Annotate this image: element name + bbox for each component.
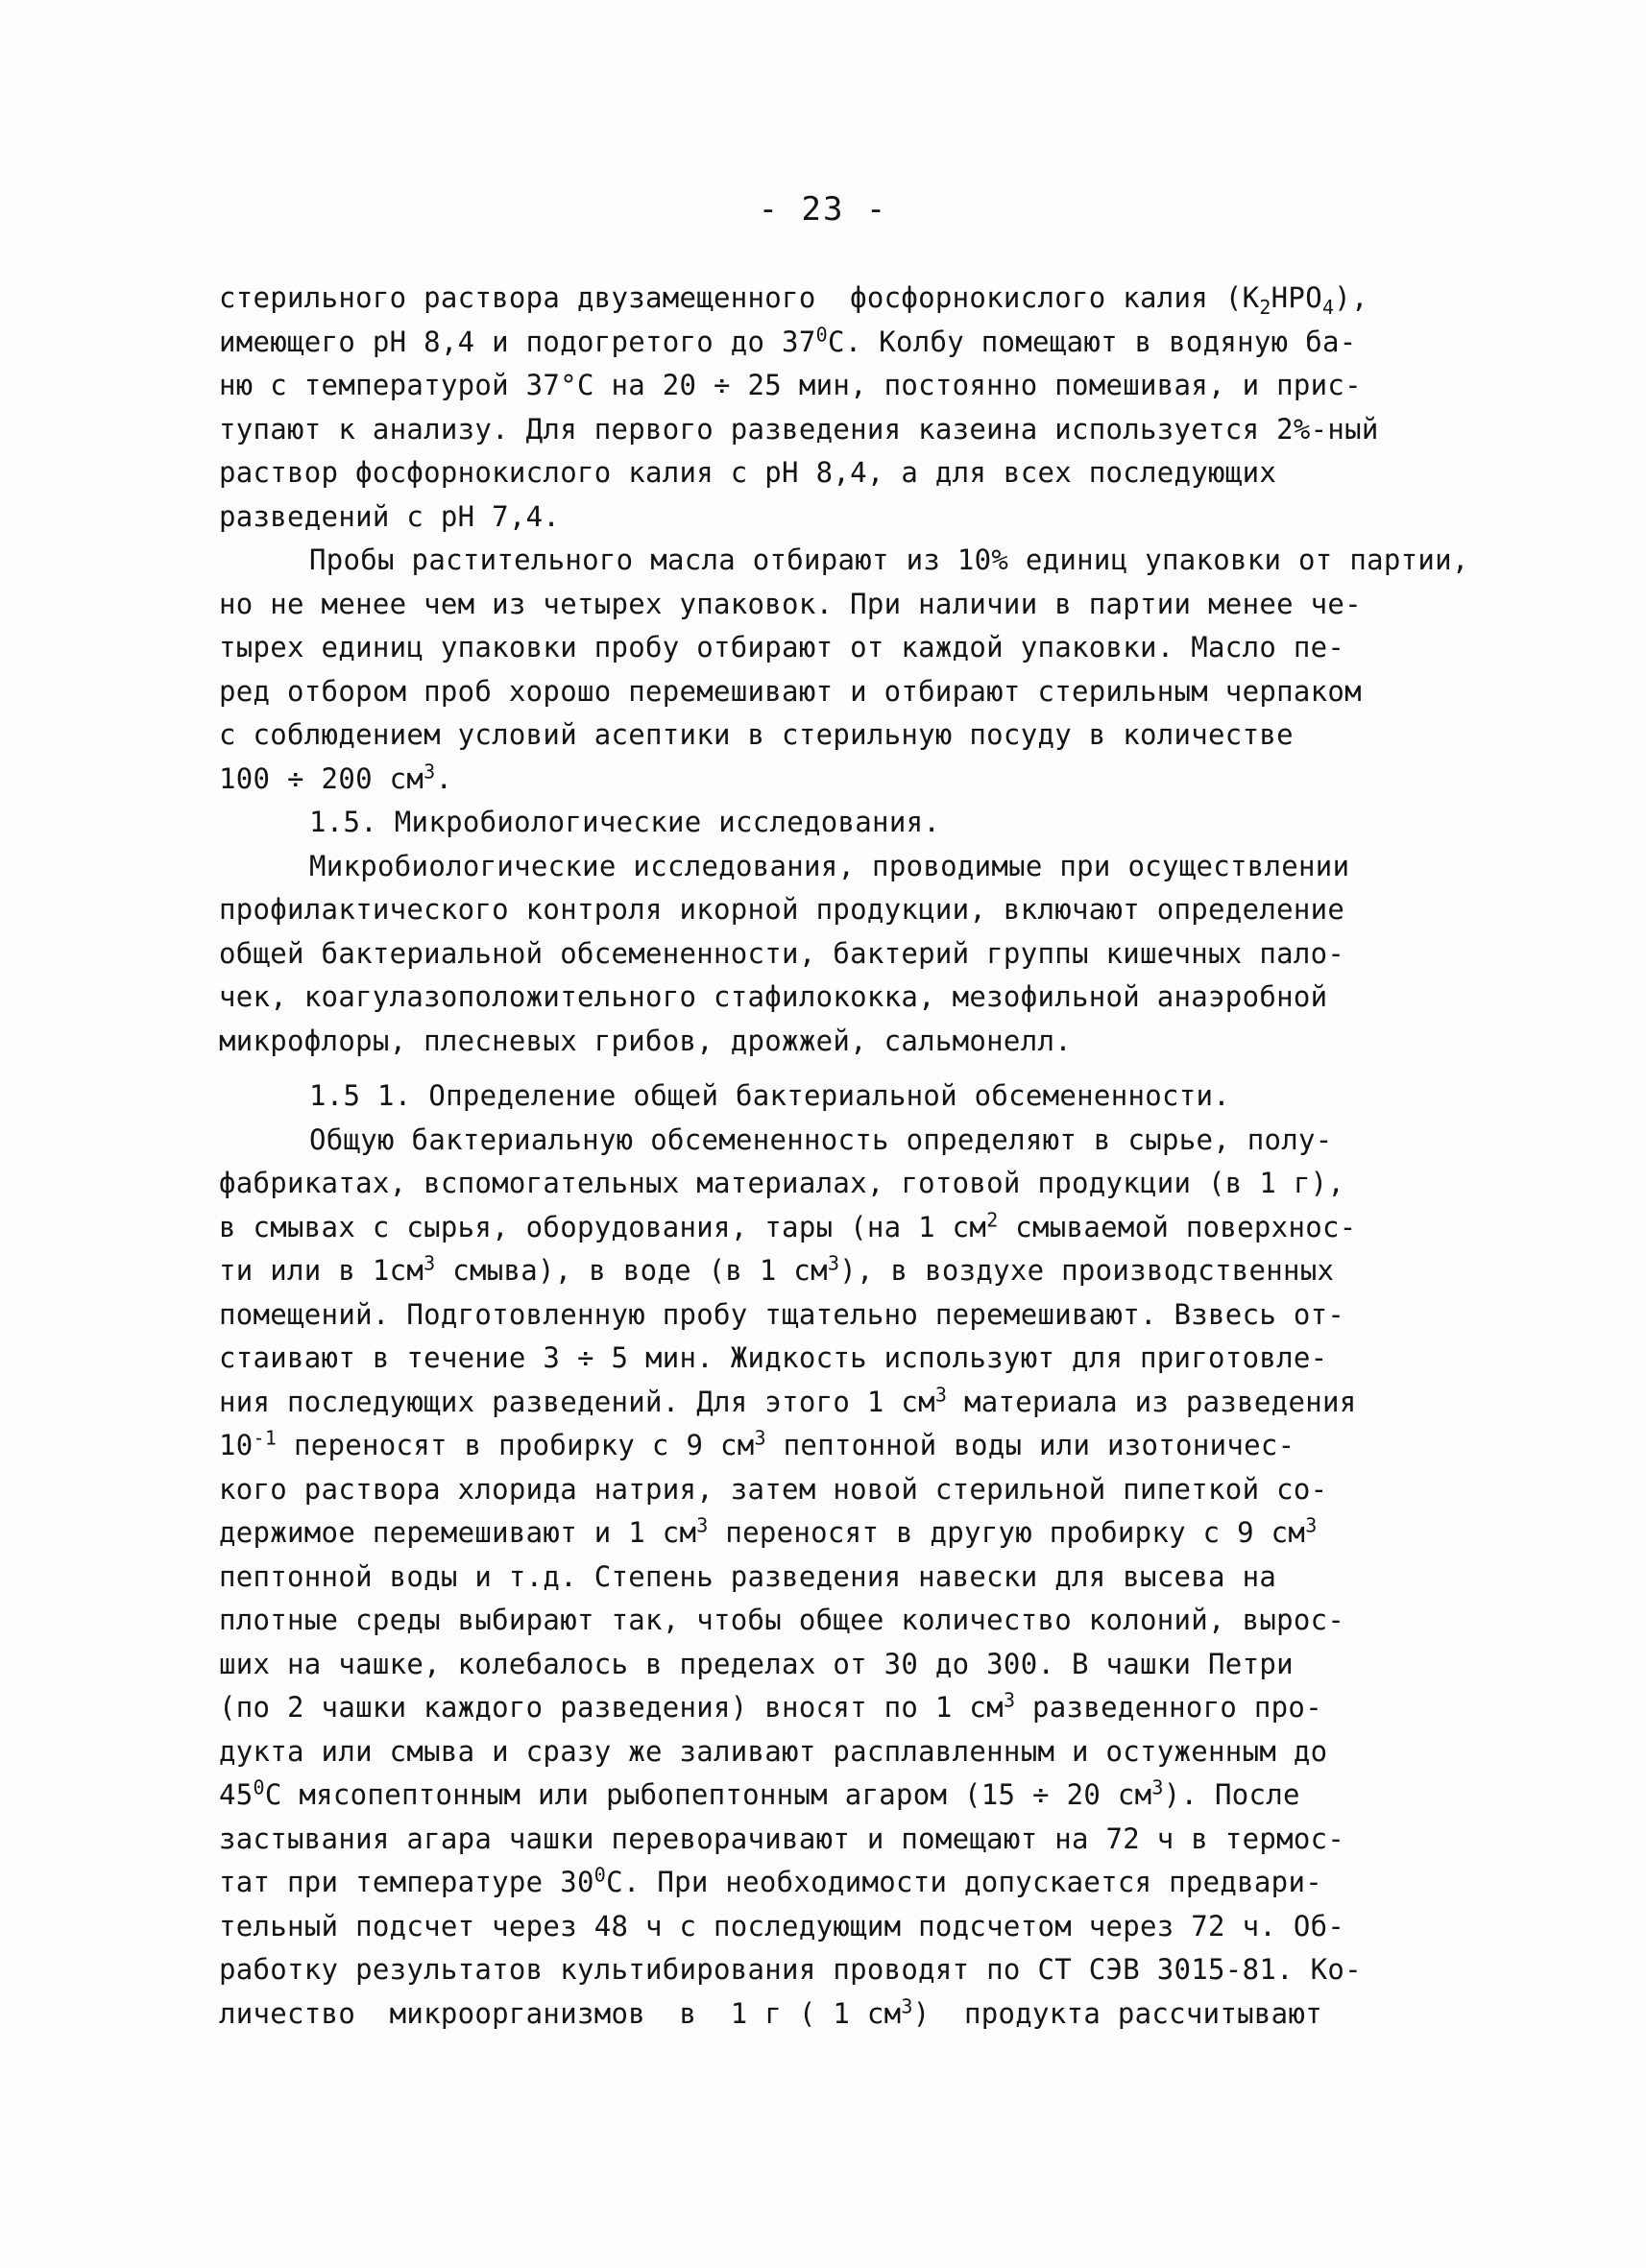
text-run: разведенного про-: [1015, 1691, 1322, 1724]
text-run: тат при температуре 30: [219, 1866, 594, 1898]
text-line: [219, 1381, 1496, 1425]
text-run: С мясопептонным или рыбопептонным агаром (15 ÷ 20 см: [264, 1778, 1152, 1811]
text-run: стерильного раствора двузамещенного фосфорнокислого калия (K: [219, 281, 1260, 314]
text-line: кого раствора хлорида натрия, затем новой стерильной пипеткой со-: [219, 1472, 1328, 1506]
superscript: 3: [424, 759, 436, 783]
superscript: 2: [986, 1207, 999, 1231]
text-run: HPO: [1271, 281, 1322, 314]
text-line: ред отбором проб хорошо перемешивают и отбирают стерильным черпаком: [219, 674, 1362, 708]
superscript: 3: [934, 1382, 948, 1406]
text-run: ) продукта рассчитывают: [912, 1996, 1322, 2030]
text-line: [219, 1773, 1496, 1818]
superscript: 3: [424, 1251, 436, 1275]
text-line: стаивают в течение 3 ÷ 5 мин. Жидкость используют для приготовле-: [219, 1341, 1328, 1374]
subscript: 4: [1321, 295, 1335, 319]
text-line: Пробы растительного масла отбирают из 10% единиц упаковки от партии,: [309, 543, 1469, 576]
text-line: застывания агара чашки переворачивают и помещают на 72 ч в термос-: [219, 1822, 1345, 1855]
text-line: [219, 758, 1496, 802]
text-line: помещений. Подготовленную пробу тщательно перемешивают. Взвесь от-: [219, 1297, 1345, 1331]
superscript: 0: [815, 322, 828, 346]
text-line: чек, коагулазоположительного стафилококка, мезофильной анаэробной: [219, 980, 1328, 1013]
superscript: 3: [827, 1251, 840, 1275]
text-line: профилактического контроля икорной продукции, включают определение: [219, 893, 1345, 926]
text-run: личество микроорганизмов в 1 г ( 1 см: [219, 1996, 902, 2030]
text-run: имеющего pH 8,4 и подогретого до 37: [219, 325, 816, 358]
body-text: [219, 277, 1496, 2036]
superscript: 3: [1003, 1688, 1016, 1712]
text-run: переносят в пробирку с 9 см: [277, 1429, 755, 1461]
text-line: фабрикатах, вспомогательных материалах, готовой продукции (в 1 г),: [219, 1167, 1345, 1199]
text-line: тельный подсчет через 48 ч с последующим подсчетом через 72 ч. Об-: [219, 1909, 1345, 1942]
text-line: тырех единиц упаковки пробу отбирают от каждой упаковки. Масло пе-: [219, 631, 1345, 664]
text-line: [219, 277, 1496, 321]
superscript: 0: [253, 1775, 265, 1799]
text-line: [219, 1861, 1496, 1905]
text-run: ). После: [1163, 1778, 1300, 1811]
text-line: 1.5. Микробиологические исследования.: [309, 806, 941, 838]
text-line: пептонной воды и т.д. Степень разведения навески для высева на: [219, 1559, 1277, 1593]
text-line: [219, 1206, 1496, 1250]
text-line: плотные среды выбирают так, чтобы общее количество колоний, вырос-: [219, 1604, 1345, 1636]
text-line: общей бактериальной обсемененности, бактерий группы кишечных пало-: [219, 936, 1345, 970]
superscript: 0: [593, 1863, 607, 1887]
page-number: - 23 -: [758, 190, 888, 229]
text-run: ),: [1334, 281, 1368, 314]
text-run: С. Колбу помещают в водяную ба-: [827, 325, 1357, 358]
text-run: .: [435, 761, 453, 795]
text-line: [219, 1249, 1496, 1293]
text-line: микрофлоры, плесневых грибов, дрожжей, сальмонелл.: [219, 1024, 1072, 1057]
text-line: Общую бактериальную обсемененность определяют в сырье, полу-: [309, 1122, 1333, 1156]
superscript: 3: [901, 1993, 913, 2017]
text-run: ), в воздухе производственных: [839, 1254, 1335, 1287]
superscript: 3: [754, 1426, 766, 1450]
text-line: [219, 1511, 1496, 1556]
text-line: с соблюдением условий асептики в стерильную посуду в количестве: [219, 718, 1294, 751]
text-line: [219, 1686, 1496, 1730]
text-line: тупают к анализу. Для первого разведения казеина используется 2%-ный: [219, 412, 1379, 446]
text-run: пептонной воды или изотоничес-: [765, 1429, 1295, 1461]
text-run: держимое перемешивают и 1 см: [219, 1516, 697, 1549]
text-line: ню с температурой 37°С на 20 ÷ 25 мин, постоянно помешивая, и прис-: [219, 369, 1362, 401]
text-run: (по 2 чашки каждого разведения) вносят по 1 см: [219, 1691, 1004, 1724]
text-run: 10: [219, 1429, 254, 1461]
text-line: раствор фосфорнокислого калия с pH 8,4, а для всех последующих: [219, 456, 1277, 489]
text-run: в смывах с сырья, оборудования, тары (на 1 см: [219, 1210, 987, 1243]
superscript: -1: [253, 1426, 278, 1450]
text-line: работку результатов культибирования проводят по СТ СЭВ 3015-81. Ко-: [219, 1953, 1362, 1986]
text-run: переносят в другую пробирку с 9 см: [708, 1516, 1306, 1549]
text-run: материала из разведения: [947, 1385, 1357, 1418]
text-line: ших на чашке, колебалось в пределах от 30 до 300. В чашки Петри: [219, 1647, 1294, 1680]
superscript: 3: [1151, 1775, 1164, 1799]
paragraph-gap: [219, 1063, 1496, 1074]
superscript: 3: [696, 1513, 709, 1537]
text-line: [219, 1424, 1496, 1468]
subscript: 2: [1259, 295, 1271, 319]
text-run: ния последующих разведений. Для этого 1 см: [219, 1385, 935, 1418]
text-line: разведений с pH 7,4.: [219, 499, 561, 533]
text-run: смываемой поверхнос-: [998, 1210, 1357, 1243]
text-line: но не менее чем из четырех упаковок. При наличии в партии менее че-: [219, 587, 1362, 620]
text-line: 1.5 1. Определение общей бактериальной обсемененности.: [309, 1079, 1231, 1112]
text-run: смыва), в воде (в 1 см: [435, 1254, 828, 1287]
superscript: 3: [1305, 1513, 1318, 1537]
text-line: [219, 321, 1496, 365]
text-run: ти или в 1см: [219, 1254, 424, 1287]
text-line: Микробиологические исследования, проводимые при осуществлении: [309, 849, 1350, 882]
text-run: 100 ÷ 200 см: [219, 761, 424, 795]
text-run: 45: [219, 1778, 254, 1811]
text-line: дукта или смыва и сразу же заливают расплавленным и остуженным до: [219, 1734, 1328, 1768]
text-line: [219, 1992, 1496, 2037]
text-run: С. При необходимости допускается предвари-: [606, 1866, 1322, 1898]
